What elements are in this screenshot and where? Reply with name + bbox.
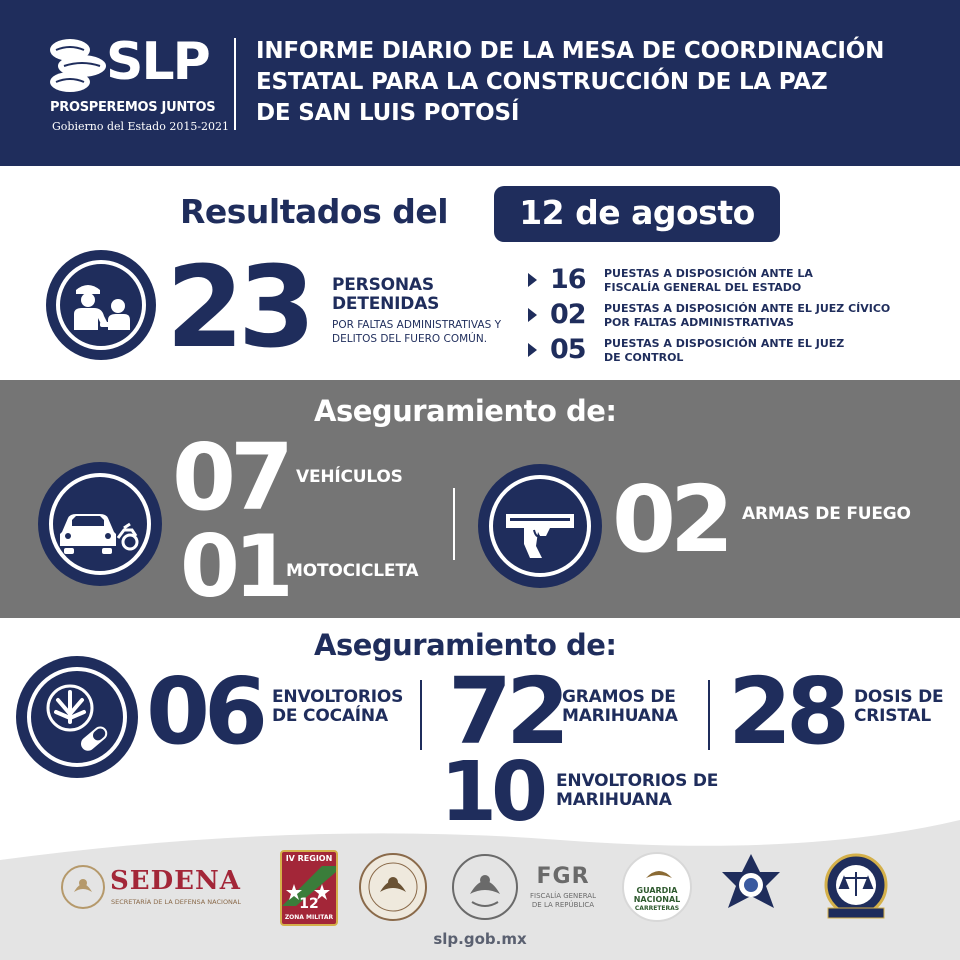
sedena-name: SEDENA bbox=[110, 866, 241, 896]
detained-icon bbox=[46, 250, 156, 360]
drug-count: 28 bbox=[728, 658, 845, 765]
vehicles-label: VEHÍCULOS bbox=[296, 467, 403, 487]
logo-tagline: PROSPEREMOS JUNTOS bbox=[50, 100, 216, 115]
military-zone-badge bbox=[280, 850, 338, 926]
section-divider bbox=[453, 488, 455, 560]
vehicle-icon bbox=[38, 462, 162, 586]
drug-label: GRAMOS DE MARIHUANA bbox=[562, 687, 678, 726]
vehicle-seizure-heading: Aseguramiento de: bbox=[314, 394, 617, 428]
results-heading: Resultados del bbox=[180, 192, 449, 231]
header-divider bbox=[234, 38, 236, 130]
detained-note: POR FALTAS ADMINISTRATIVAS Y DELITOS DEL FUERO COMÚN. bbox=[332, 319, 501, 346]
drug-label: DOSIS DE CRISTAL bbox=[854, 687, 944, 726]
section-divider bbox=[708, 680, 710, 750]
drug-count: 72 bbox=[448, 658, 565, 765]
report-title-line: INFORME DIARIO DE LA MESA DE COORDINACIÓN bbox=[256, 38, 885, 64]
region-label: IV REGION bbox=[285, 854, 333, 863]
motorcycle-label: MOTOCICLETA bbox=[286, 561, 419, 581]
fgr-subtitle: DE LA REPÚBLICA bbox=[531, 901, 595, 909]
car-motorcycle-icon bbox=[38, 462, 162, 586]
motorcycle-count: 01 bbox=[180, 517, 288, 617]
gn-label: CARRETERAS bbox=[634, 905, 680, 912]
pistol-icon bbox=[478, 464, 602, 588]
firearms-label: ARMAS DE FUEGO bbox=[742, 504, 911, 524]
gn-label: GUARDIA bbox=[636, 886, 678, 895]
guardia-carreteras-logo bbox=[622, 852, 692, 922]
report-title-line: ESTATAL PARA LA CONSTRUCCIÓN DE LA PAZ bbox=[256, 69, 828, 95]
slp-logo bbox=[48, 32, 230, 136]
report-title bbox=[256, 36, 936, 129]
drug-seizure-heading: Aseguramiento de: bbox=[314, 628, 617, 662]
fgr-subtitle: FISCALÍA GENERAL bbox=[530, 892, 596, 900]
disposition-count: 02 bbox=[550, 299, 586, 330]
logo-government: Gobierno del Estado 2015-2021 bbox=[52, 120, 230, 133]
cannabis-pill-icon bbox=[16, 656, 138, 778]
header-banner bbox=[0, 0, 960, 166]
report-title-line: DE SAN LUIS POTOSÍ bbox=[256, 100, 520, 126]
date-badge: 12 de agosto bbox=[494, 186, 780, 242]
drug-count: 10 bbox=[440, 745, 543, 840]
section-divider bbox=[420, 680, 422, 750]
logo-wordmark: SLP bbox=[106, 32, 209, 92]
disposition-text: PUESTAS A DISPOSICIÓN ANTE EL JUEZ DE CONTROL bbox=[604, 337, 845, 364]
mexico-coat-of-arms-icon bbox=[450, 852, 520, 922]
disposition-count: 05 bbox=[550, 334, 586, 365]
gn-label: NACIONAL bbox=[633, 895, 681, 904]
arrow-right-icon bbox=[528, 343, 537, 357]
vehicles-count: 07 bbox=[172, 424, 289, 531]
fgr-logo bbox=[526, 864, 600, 914]
detained-count: 23 bbox=[166, 243, 310, 373]
firearm-icon bbox=[478, 464, 602, 588]
police-star-icon bbox=[716, 852, 786, 922]
disposition-text: PUESTAS A DISPOSICIÓN ANTE LA FISCALÍA GENERAL DEL ESTADO bbox=[604, 267, 813, 294]
justice-scales-icon bbox=[818, 852, 894, 922]
region-number: 12 bbox=[299, 896, 319, 912]
website-url[interactable]: slp.gob.mx bbox=[433, 930, 527, 948]
detained-label: PERSONAS DETENIDAS bbox=[332, 275, 440, 314]
disposition-text: PUESTAS A DISPOSICIÓN ANTE EL JUEZ CÍVICO POR FALTAS ADMINISTRATIVAS bbox=[604, 302, 891, 329]
sedena-logo bbox=[60, 864, 260, 914]
guardia-nacional-seal-icon bbox=[358, 852, 428, 922]
region-zone: ZONA MILITAR bbox=[284, 914, 334, 921]
fiscalia-estado-seal bbox=[818, 852, 894, 922]
drug-label: ENVOLTORIOS DE COCAÍNA bbox=[272, 687, 404, 726]
arrow-right-icon bbox=[528, 308, 537, 322]
firearms-count: 02 bbox=[612, 466, 729, 573]
disposition-count: 16 bbox=[550, 264, 586, 295]
sedena-subtitle: SECRETARÍA DE LA DEFENSA NACIONAL bbox=[111, 898, 241, 906]
drug-icon bbox=[16, 656, 138, 778]
slp-logo-icon bbox=[48, 36, 108, 94]
drug-label: ENVOLTORIOS DE MARIHUANA bbox=[556, 771, 719, 810]
drug-count: 06 bbox=[146, 658, 263, 765]
officer-arrest-icon bbox=[46, 250, 156, 360]
eagle-icon bbox=[644, 864, 674, 884]
fgr-name: FGR bbox=[536, 864, 590, 889]
arrow-right-icon bbox=[528, 273, 537, 287]
mexico-eagle-seal-icon bbox=[60, 864, 106, 910]
